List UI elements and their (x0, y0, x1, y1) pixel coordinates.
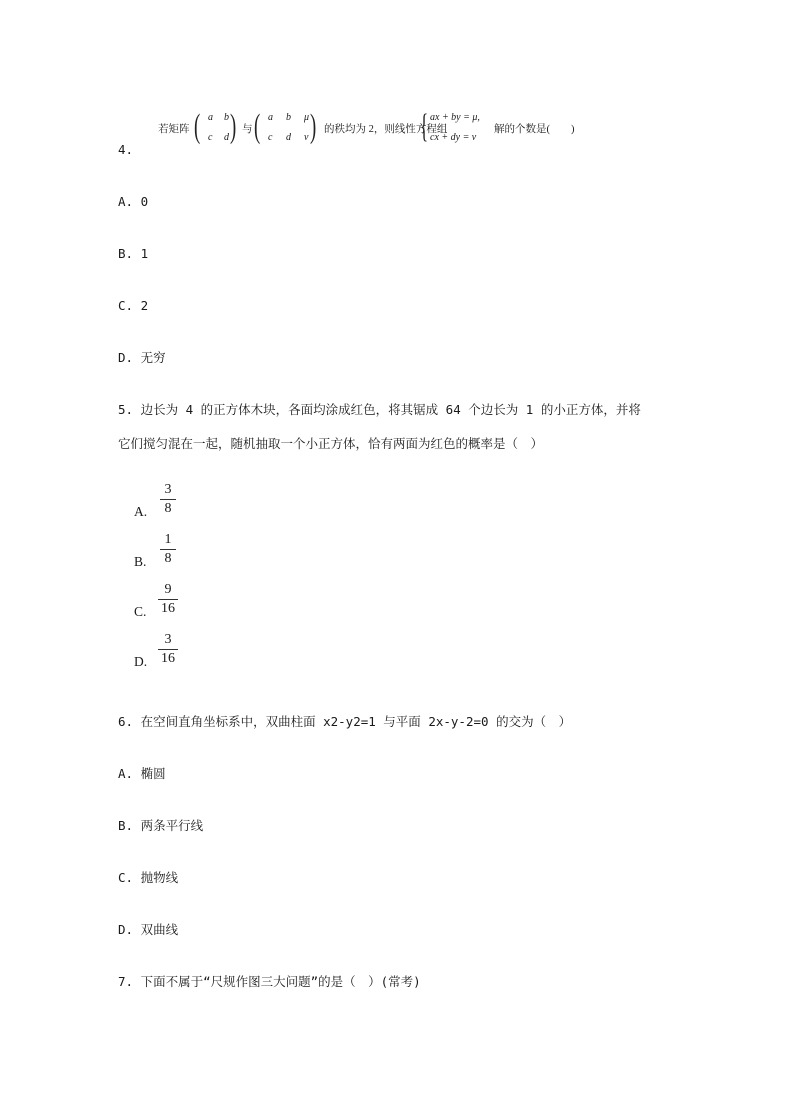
fraction-bar (160, 549, 176, 550)
fraction-bar (158, 599, 178, 600)
q6-stem: 6. 在空间直角坐标系中，双曲柱面 x2-y2=1 与平面 2x-y-2=0 的交为（ ） (118, 714, 572, 729)
q4-formula-image (158, 110, 598, 148)
q5-option-b-fraction (160, 532, 176, 567)
q5-option-d-fraction (158, 632, 178, 667)
q4-eq1: ax + by = μ, (430, 112, 480, 123)
q4-option-b: B. 1 (118, 246, 149, 261)
fraction-numerator: 3 (164, 632, 172, 647)
matrix2-nu: ν (304, 132, 309, 143)
q5-option-a-fraction (160, 482, 176, 517)
q4-eq2: cx + dy = ν (430, 132, 477, 143)
fraction-denominator: 8 (164, 501, 172, 516)
fraction-denominator: 16 (161, 651, 175, 666)
q4-mid: 与 (242, 124, 253, 135)
fraction-numerator: 9 (164, 582, 172, 597)
q6-option-d: D. 双曲线 (118, 922, 179, 937)
q5-option-d-label: D. (134, 654, 148, 669)
matrix2-b: b (286, 112, 291, 123)
brace-icon: { (420, 108, 429, 145)
matrix2-a: a (268, 112, 273, 123)
q7-stem: 7. 下面不属于“尺规作图三大问题”的是（ ）(常考) (118, 974, 421, 989)
left-paren-icon: ( (194, 108, 201, 145)
q5-stem-line1: 5. 边长为 4 的正方体木块，各面均涂成红色，将其锯成 64 个边长为 1 的小正方体，并将 (118, 402, 641, 417)
q4-option-d: D. 无穷 (118, 350, 166, 365)
q4-option-a: A. 0 (118, 194, 149, 209)
q6-option-a: A. 椭圆 (118, 766, 166, 781)
q5-stem-line2: 它们搅匀混在一起，随机抽取一个小正方体，恰有两面为红色的概率是（ ） (118, 436, 544, 451)
fraction-numerator: 1 (164, 532, 172, 547)
q4-prefix: 若矩阵 (158, 124, 190, 135)
fraction-numerator: 3 (164, 482, 172, 497)
q4-option-c: C. 2 (118, 298, 149, 313)
q5-option-c-fraction (158, 582, 178, 617)
matrix2-d: d (286, 132, 291, 143)
q5-option-b-label: B. (134, 554, 147, 569)
matrix1-a: a (208, 112, 213, 123)
q6-option-b: B. 两条平行线 (118, 818, 204, 833)
q4-number: 4. (118, 142, 134, 157)
fraction-bar (160, 499, 176, 500)
left-paren-icon: ( (254, 108, 261, 145)
matrix2-mu: μ (304, 112, 310, 123)
matrix1-c: c (208, 132, 213, 143)
fraction-bar (158, 649, 178, 650)
right-paren-icon: ) (230, 108, 237, 145)
matrix1-d: d (224, 132, 229, 143)
q4-text2: 解的个数是( ) (494, 124, 575, 135)
q4-text1: 的秩均为 2，则线性方程组 (324, 124, 448, 135)
matrix2-c: c (268, 132, 273, 143)
right-paren-icon: ) (310, 108, 317, 145)
fraction-denominator: 8 (164, 551, 172, 566)
fraction-denominator: 16 (161, 601, 175, 616)
matrix1-b: b (224, 112, 229, 123)
q5-option-c-label: C. (134, 604, 147, 619)
q6-option-c: C. 抛物线 (118, 870, 179, 885)
q5-option-a-label: A. (134, 504, 148, 519)
